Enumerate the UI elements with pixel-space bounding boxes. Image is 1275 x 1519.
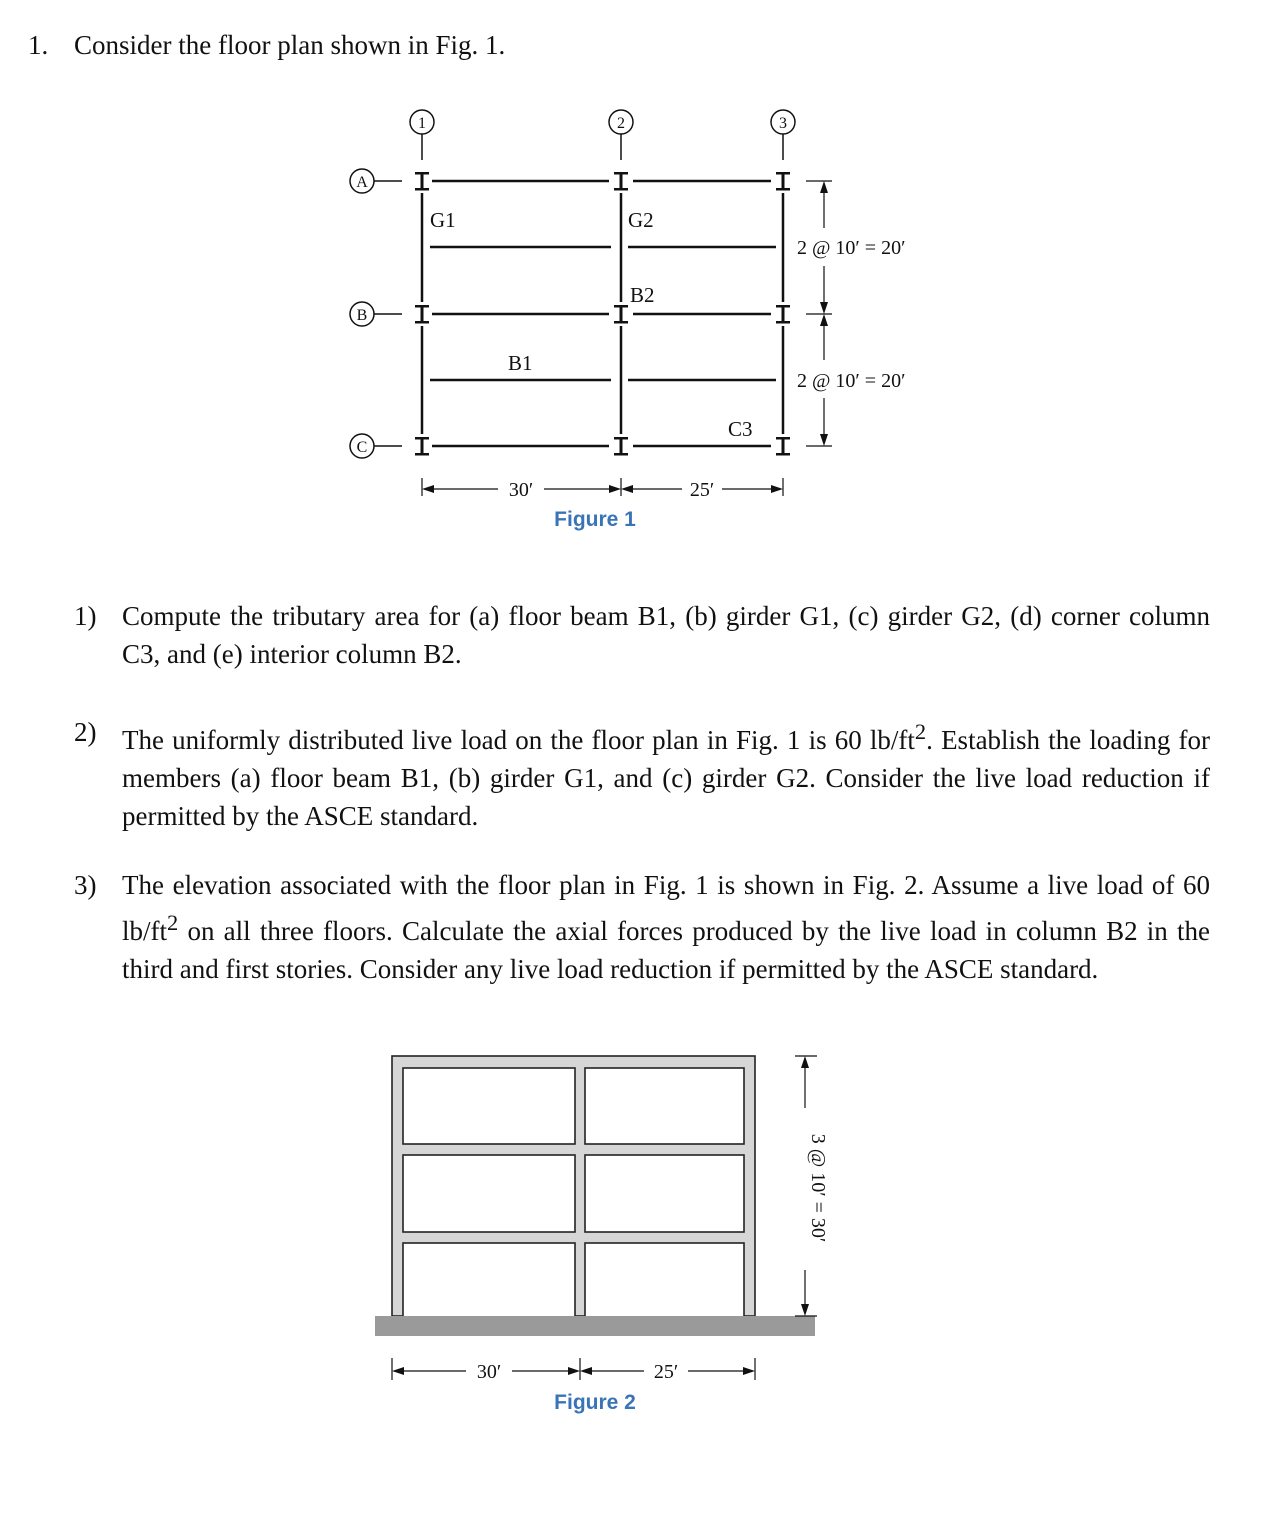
- dim-lower-spacing: 2 @ 10′ = 20′: [797, 370, 906, 392]
- grid-label-a: A: [356, 174, 368, 191]
- column-b1: [415, 305, 429, 324]
- column-c3: [776, 437, 790, 456]
- ground: [375, 1316, 815, 1336]
- column-a1: [415, 172, 429, 191]
- column-a3: [776, 172, 790, 191]
- dim-upper-spacing: 2 @ 10′ = 20′: [797, 237, 906, 259]
- bay-panel: [585, 1068, 744, 1144]
- dim-bay-30: 30′: [508, 479, 534, 501]
- bay-panel: [403, 1243, 575, 1319]
- figure-2-caption: Figure 2: [554, 1391, 636, 1414]
- dim-bay-30: 30′: [476, 1361, 502, 1383]
- figure-2-elevation: [0, 1040, 1275, 1440]
- problem-title: Consider the floor plan shown in Fig. 1.: [74, 30, 506, 60]
- bay-panel: [585, 1243, 744, 1319]
- column-a2: [614, 172, 628, 191]
- grid-label-c: C: [356, 439, 368, 456]
- problem-number: 1.: [28, 30, 49, 60]
- question-1-text: Compute the tributary area for (a) floor beam B1, (b) girder G1, (c) girder G2, (d) corner column C3, and (e) interior column B2.: [122, 601, 1210, 669]
- label-b1: B1: [508, 351, 533, 375]
- question-3-number: 3): [74, 870, 97, 900]
- label-b2: B2: [630, 283, 655, 307]
- grid-label-1: 1: [418, 115, 426, 132]
- dim-bay-25: 25′: [653, 1361, 679, 1383]
- question-2: [74, 713, 1210, 835]
- figure-1-caption: Figure 1: [554, 508, 636, 531]
- question-1: [74, 597, 1210, 673]
- label-g1: G1: [430, 208, 456, 232]
- grid-label-3: 3: [779, 115, 787, 132]
- dim-story-heights: 3 @ 10′ = 30′: [807, 1133, 829, 1243]
- label-g2: G2: [628, 208, 654, 232]
- column-b2: [614, 305, 628, 324]
- figure-1-floor-plan: [0, 0, 1275, 545]
- bay-panel: [585, 1155, 744, 1232]
- column-b3: [776, 305, 790, 324]
- question-3: [74, 866, 1210, 988]
- bay-panel: [403, 1155, 575, 1232]
- column-c1: [415, 437, 429, 456]
- grid-label-2: 2: [617, 115, 625, 132]
- question-3-text: The elevation associated with the floor plan in Fig. 1 is shown in Fig. 2. Assume a live load of 60 $lb/ft^2$ on all three floors. Calculate the axial forces produced by the live load in column B2 in the third and first stories. Consider any live load reduction if permitted by the ASCE standard.: [122, 870, 1210, 984]
- grid-label-b: B: [356, 307, 368, 324]
- label-c3: C3: [728, 417, 753, 441]
- question-2-number: 2): [74, 717, 97, 747]
- column-c2: [614, 437, 628, 456]
- question-1-number: 1): [74, 601, 97, 631]
- question-2-text: The uniformly distributed live load on the floor plan in Fig. 1 is 60 $lb/ft^2$. Establish the loading for members (a) floor beam B1, (b) girder G1, and (c) girder G2. Consider the live load reduction if permitted by the ASCE standard.: [122, 719, 1210, 831]
- dim-bay-25: 25′: [689, 479, 715, 501]
- bay-panel: [403, 1068, 575, 1144]
